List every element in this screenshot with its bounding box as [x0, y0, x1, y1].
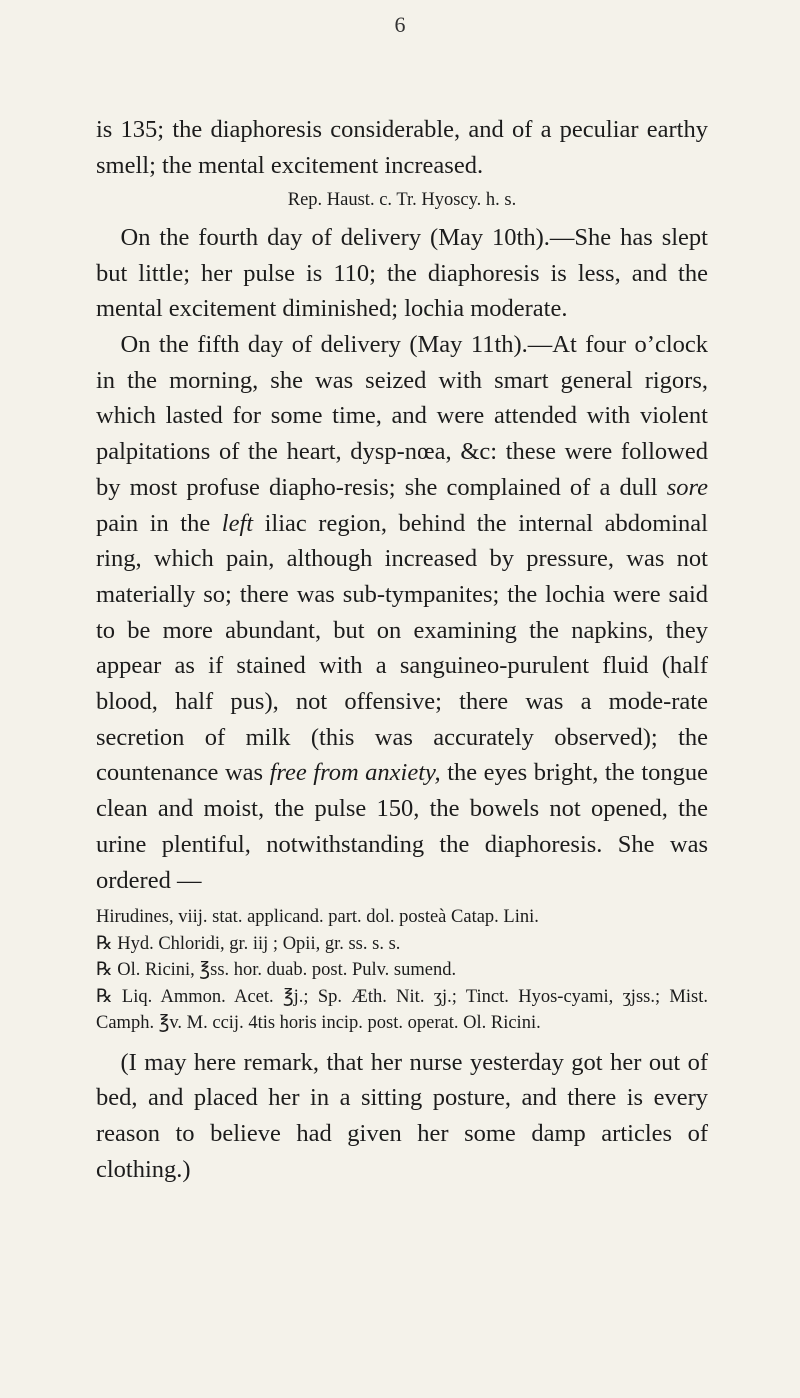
prescription-block	[96, 904, 708, 1037]
emphasis-left: left	[221, 509, 254, 537]
repeat-prescription: Rep. Haust. c. Tr. Hyoscy. h. s.	[287, 190, 517, 211]
prescription-line-1: Hirudines, viij. stat. applicand. part. dol. posteà Catap. Lini.	[96, 907, 539, 928]
paragraph-2: On the fourth day of delivery (May 10th).—She has slept but little; her pulse is 110; the diaphoresis is less, and the mental excitement diminished; lochia moderate.	[96, 223, 708, 323]
body-text	[96, 112, 708, 1188]
emphasis-sore: sore	[666, 473, 708, 501]
prescription-line-4: ℞ Liq. Ammon. Acet. ℥j.; Sp. Æth. Nit. ʒj.; Tinct. Hyos-cyami, ʒjss.; Mist. Camph. ℥v. M. ccij. 4tis horis incip. post. operat. Ol. Ricini.	[96, 986, 708, 1034]
prescription-line-2: ℞ Hyd. Chloridi, gr. iij ; Opii, gr. ss. s. s.	[96, 933, 401, 954]
paragraph-3: On the fifth day of delivery (May 11th).—At four o’clock in the morning, she was seized with smart general rigors, which lasted for some time, and were attended with violent palpitations of the heart, dysp-nœa, &c: these were followed by most profuse diapho-resis; she complained of a dull sore pain in the left iliac region, behind the internal abdominal ring, which pain, although increased by pressure, was not materially so; there was sub-tympanites; the lochia were said to be more abundant, but on examining the napkins, they appear as if stained with a sanguineo-purulent fluid (half blood, half pus), not offensive; there was a mode-rate secretion of milk (this was accurately observed); the countenance was free from anxiety, the eyes bright, the tongue clean and moist, the pulse 150, the bowels not opened, the urine plentiful, notwithstanding the diaphoresis. She was ordered —	[96, 331, 708, 894]
page-number: 6	[394, 12, 406, 37]
prescription-line-3: ℞ Ol. Ricini, ℥ss. hor. duab. post. Pulv. sumend.	[96, 960, 457, 981]
paragraph-1: is 135; the diaphoresis considerable, and of a peculiar earthy smell; the mental excitement increased.	[96, 116, 708, 179]
emphasis-free-from-anxiety: free from anxiety,	[269, 759, 441, 787]
paragraph-4: (I may here remark, that her nurse yesterday got her out of bed, and placed her in a sitting posture, and there is every reason to believe had given her some damp articles of clothing.)	[96, 1048, 708, 1183]
